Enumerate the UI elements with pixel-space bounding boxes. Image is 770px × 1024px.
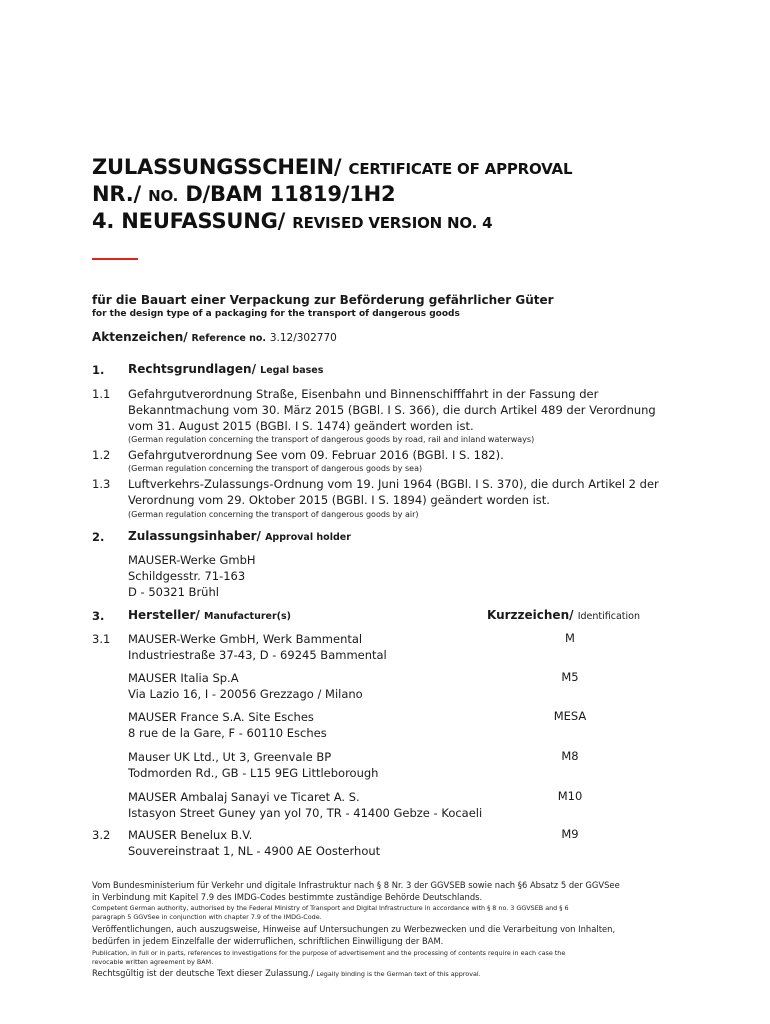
revision-en: REVISED VERSION NO. 4 — [292, 214, 493, 232]
footer-legal-de: Rechtsgültig ist der deutsche Text dieser Zulassung./ — [92, 968, 314, 978]
section-1-number: 1. — [92, 363, 105, 377]
number-label-en: NO. — [148, 187, 179, 205]
section-heading-en: Legal bases — [260, 365, 324, 376]
item-1-1-line-2: Bekanntmachung vom 30. März 2015 (BGBl. I S. 366), die durch Artikel 489 der Verordnung — [128, 403, 656, 417]
section-3-heading — [128, 608, 291, 622]
section-2-heading — [128, 529, 351, 543]
manufacturer-name: Mauser UK Ltd., Ut 3, Greenvale BP — [128, 750, 332, 764]
item-1-3-line-1: Luftverkehrs-Zulassungs-Ordnung vom 19. Juni 1964 (BGBl. I S. 370), die durch Artikel 2 der — [128, 477, 659, 491]
item-3-2-number: 3.2 — [92, 828, 111, 842]
identification-heading-en: Identification — [577, 611, 640, 622]
footer-authority-de-1: Vom Bundesministerium für Verkehr und digitale Infrastruktur nach § 8 Nr. 3 der GGVSEB sowie nach §6 Absatz 5 der GGVSee — [92, 880, 620, 890]
footer-publication-en-1: Publication, in full or in parts, references to investigations for the purpose of advertisement and the processing of contents require in each case the — [92, 949, 566, 957]
manufacturer-address: Via Lazio 16, I - 20056 Grezzago / Milano — [128, 687, 363, 701]
manufacturer-address: Istasyon Street Guney yan yol 70, TR - 41400 Gebze - Kocaeli — [128, 806, 483, 820]
identification-heading-de: Kurzzeichen/ — [487, 608, 574, 622]
reference-label-de: Aktenzeichen/ — [92, 330, 188, 344]
reference-label-en: Reference no. — [191, 333, 266, 344]
reference-value: 3.12/302770 — [269, 332, 337, 344]
item-1-2-line-1: Gefahrgutverordnung See vom 09. Februar 2016 (BGBl. I S. 182). — [128, 448, 504, 462]
holder-city: D - 50321 Brühl — [128, 585, 219, 599]
section-2-number: 2. — [92, 530, 105, 544]
title-line-3 — [92, 209, 492, 233]
approval-number: D/BAM 11819/1H2 — [185, 182, 396, 206]
section-heading-de: Zulassungsinhaber/ — [128, 529, 261, 543]
section-heading-en: Manufacturer(s) — [203, 611, 292, 622]
item-1-1-line-1: Gefahrgutverordnung Straße, Eisenbahn und Binnenschifffahrt in der Fassung der — [128, 387, 599, 401]
manufacturer-address: Industriestraße 37-43, D - 69245 Bammental — [128, 648, 387, 662]
section-heading-de: Rechtsgrundlagen/ — [128, 362, 256, 376]
manufacturer-name: MAUSER Benelux B.V. — [128, 828, 253, 842]
section-heading-en: Approval holder — [265, 532, 351, 543]
title-en: CERTIFICATE OF APPROVAL — [348, 160, 573, 178]
item-1-2-note: (German regulation concerning the transport of dangerous goods by sea) — [128, 464, 423, 473]
item-1-2-number: 1.2 — [92, 448, 111, 462]
footer-authority-en-2: paragraph 5 GGVSee in conjunction with chapter 7.9 of the IMDG-Code. — [92, 913, 322, 921]
footer-legal-note — [92, 968, 481, 978]
footer-publication-en-2: revocable written agreement by BAM. — [92, 958, 214, 966]
section-heading-de: Hersteller/ — [128, 608, 200, 622]
item-3-1-number: 3.1 — [92, 632, 111, 646]
manufacturer-name: MAUSER France S.A. Site Esches — [128, 710, 314, 724]
manufacturer-code: M5 — [561, 670, 579, 684]
title-de: ZULASSUNGSSCHEIN/ — [92, 155, 342, 179]
manufacturer-name: MAUSER Italia Sp.A — [128, 671, 239, 685]
manufacturer-address: Todmorden Rd., GB - L15 9EG Littleborough — [128, 766, 379, 780]
section-3-number: 3. — [92, 609, 105, 623]
title-line-2 — [92, 182, 395, 206]
manufacturer-code: M — [565, 631, 575, 645]
identification-heading — [487, 608, 640, 622]
manufacturer-code: M9 — [561, 827, 579, 841]
footer-legal-en: Legally binding is the German text of this approval. — [316, 970, 481, 978]
section-1-heading — [128, 362, 323, 376]
manufacturer-address: 8 rue de la Gare, F - 60110 Esches — [128, 726, 327, 740]
item-1-1-number: 1.1 — [92, 387, 111, 401]
manufacturer-address: Souvereinstraat 1, NL - 4900 AE Oosterhout — [128, 844, 381, 858]
footer-authority-en-1: Competent German authority, authorised by the Federal Ministry of Transport and Digital Infrastructure in accordance with § 8 no. 3 GGVSEB and § 6 — [92, 904, 569, 912]
holder-name: MAUSER-Werke GmbH — [128, 553, 256, 567]
revision-de: 4. NEUFASSUNG/ — [92, 209, 286, 233]
number-label-de: NR./ — [92, 182, 141, 206]
manufacturer-name: MAUSER-Werke GmbH, Werk Bammental — [128, 632, 363, 646]
title-line-1 — [92, 155, 572, 179]
manufacturer-code: MESA — [553, 709, 587, 723]
item-1-3-number: 1.3 — [92, 477, 111, 491]
manufacturer-name: MAUSER Ambalaj Sanayi ve Ticaret A. S. — [128, 790, 360, 804]
item-1-3-line-2: Verordnung vom 29. Oktober 2015 (BGBl. I S. 1894) geändert worden ist. — [128, 493, 550, 507]
red-accent-rule — [92, 258, 138, 260]
footer-authority-de-2: in Verbindung mit Kapitel 7.9 des IMDG-Codes bestimmte zuständige Behörde Deutschlands. — [92, 892, 483, 902]
purpose-en: for the design type of a packaging for the transport of dangerous goods — [92, 309, 460, 319]
footer-publication-de-2: bedürfen in jedem Einzelfalle der widerruflichen, schriftlichen Einwilligung der BAM. — [92, 936, 444, 946]
item-1-3-note: (German regulation concerning the transport of dangerous goods by air) — [128, 510, 419, 519]
reference-number — [92, 330, 337, 344]
manufacturer-code: M8 — [561, 749, 579, 763]
item-1-1-note: (German regulation concerning the transport of dangerous goods by road, rail and inland waterways) — [128, 435, 535, 444]
manufacturer-code: M10 — [557, 789, 583, 803]
item-1-1-line-3: vom 31. August 2015 (BGBl. I S. 1474) geändert worden ist. — [128, 419, 474, 433]
footer-publication-de-1: Veröffentlichungen, auch auszugsweise, Hinweise auf Untersuchungen zu Werbezwecken und die Verarbeitung von Inhalten, — [92, 924, 616, 934]
holder-street: Schildgesstr. 71-163 — [128, 569, 246, 583]
purpose-de: für die Bauart einer Verpackung zur Beförderung gefährlicher Güter — [92, 293, 554, 307]
